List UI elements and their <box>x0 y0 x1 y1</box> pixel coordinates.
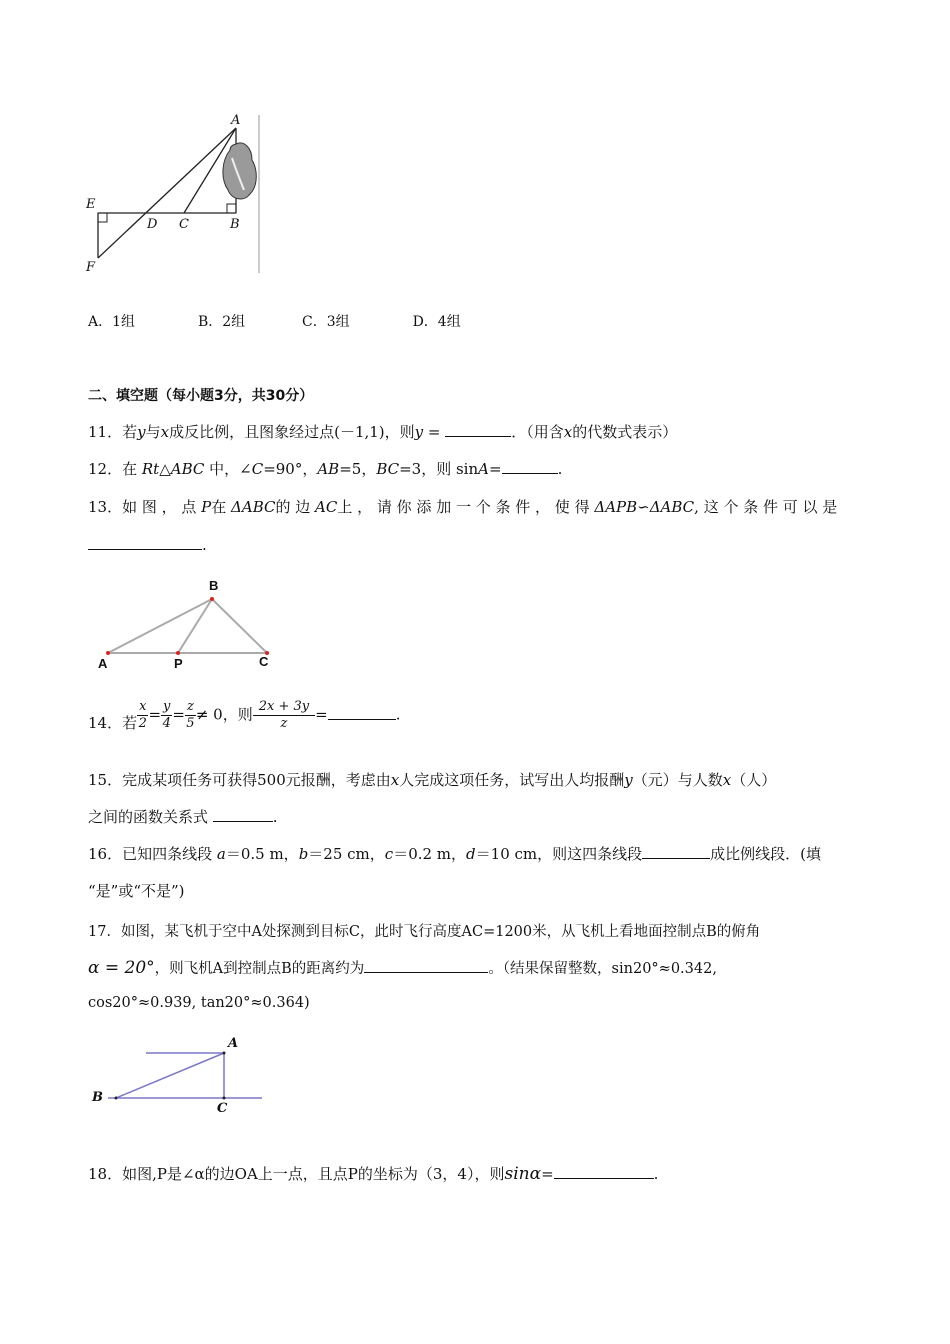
q15-text: （人） <box>731 771 777 789</box>
q14-text: 若 <box>122 714 138 732</box>
q13-number: 13． <box>88 498 123 516</box>
q14-fraction-expr: $\frac{2x + 3y}{z}$ <box>253 699 315 732</box>
q14-not-equal: ≠ 0 <box>195 705 223 724</box>
fig2-label-p: P <box>174 656 183 671</box>
q15-text: 完成某项任务可获得 <box>122 771 258 789</box>
q18-text: = <box>541 1165 554 1183</box>
option-c: C．3组 <box>302 314 350 330</box>
fig1-label-c: C <box>179 217 189 232</box>
q12-triangle: △ABC <box>159 460 205 478</box>
q18-text: 如图,P是∠α的边OA上一点，且点P的坐标为（3，4），则 <box>122 1165 505 1183</box>
q14-fraction-x2: $\frac{x}{2}$ <box>138 699 147 731</box>
q11-point: (－1,1) <box>334 423 385 441</box>
q13-similar: ΔAPB∽ΔABC <box>594 498 695 516</box>
q16-var: d <box>466 845 476 863</box>
q12-rt: Rt <box>141 460 160 478</box>
fig2-label-c: C <box>259 654 269 669</box>
q11-text: ，则 <box>384 423 415 441</box>
q14-text: ，则 <box>222 705 253 724</box>
q11-var-x: x <box>160 423 170 441</box>
q12-var: AB <box>317 460 340 478</box>
q13-var: AC <box>315 498 338 516</box>
q11-equals: = <box>423 423 446 441</box>
q18-text: . <box>653 1165 659 1183</box>
q15-var: x <box>390 771 400 789</box>
q11-text: 与 <box>145 423 161 441</box>
option-b: B．2组 <box>197 314 246 330</box>
q13-text: 上 ， 请 你 添 加 一 个 条 件 ， 使 得 <box>337 498 595 516</box>
q14-text: . <box>395 705 401 724</box>
q15-var: y <box>624 771 633 789</box>
fig3-label-b: B <box>92 1090 103 1105</box>
q16-text: 成比例线段．(填 <box>710 845 821 863</box>
q14-equals: = <box>172 705 185 724</box>
q18-number: 18． <box>88 1165 123 1183</box>
q12-text: = <box>489 460 502 478</box>
fig1-label-f: F <box>86 260 96 275</box>
fig1-label-a: A <box>231 113 241 128</box>
question-18 <box>88 1163 658 1184</box>
q11-text: ．（用含 <box>511 423 564 441</box>
q12-var: A <box>478 460 489 478</box>
q17-number: 17． <box>88 924 121 940</box>
q11-text: 若 <box>122 423 138 441</box>
section-2-title: 二、填空题（每小题3分，共30分） <box>88 388 314 404</box>
q11-var-y: y <box>414 423 424 441</box>
q12-text: =5， <box>339 460 377 478</box>
fig3-label-a: A <box>228 1036 239 1051</box>
q13-text: , 这 个 条 件 可 以 是 <box>694 498 838 516</box>
q12-text: =90°， <box>263 460 318 478</box>
q14-fraction-y4: $\frac{y}{4}$ <box>162 699 171 731</box>
q17-text: cos20°≈0.939, tan20°≈0.364) <box>88 995 310 1011</box>
q16-number: 16． <box>88 845 123 863</box>
q17-text: 。（结果保留整数，sin20°≈0.342, <box>488 961 717 977</box>
q14-fraction-z5: $\frac{z}{5}$ <box>186 699 195 731</box>
q15-amount: 500 <box>257 771 286 789</box>
q16-var: b <box>298 845 309 863</box>
q16-text: ＝10 cm，则这四条线段 <box>475 845 643 863</box>
q17-angle: α = 20° <box>88 958 155 978</box>
q18-sin: sinα <box>504 1164 542 1184</box>
q17-text: 如图，某飞机于空中A处探测到目标C，此时飞行高度AC=1200米，从飞机上看地面控制点B的俯角 <box>120 924 761 940</box>
q15-var: x <box>722 771 732 789</box>
q11-number: 11． <box>88 423 123 441</box>
q11-var-y: y <box>137 423 146 441</box>
q12-text: 中，∠ <box>204 460 252 478</box>
q15-text: 元报酬，考虑由 <box>285 771 391 789</box>
fig1-label-b: B <box>230 217 240 232</box>
q12-text: =3，则 sin <box>399 460 479 478</box>
q15-text: 人完成这项任务，试写出人均报酬 <box>399 771 625 789</box>
q12-number: 12． <box>88 460 123 478</box>
q11-text: 成反比例，且图象经过点 <box>169 423 335 441</box>
q14-equals: = <box>148 705 162 724</box>
q16-text: “是”或“不是”) <box>88 882 185 900</box>
option-d: D．4组 <box>412 314 461 330</box>
q16-text: ＝0.2 m， <box>393 845 467 863</box>
q13-text: 的 边 <box>275 498 316 516</box>
q12-var: BC <box>376 460 400 478</box>
q14-number: 14． <box>88 714 123 732</box>
q15-text: （元）与人数 <box>632 771 723 789</box>
fig1-label-e: E <box>86 197 96 212</box>
fig3-label-c: C <box>217 1101 228 1116</box>
q18-answer-blank[interactable] <box>554 1163 654 1179</box>
q15-text: . <box>272 808 278 826</box>
q12-var: C <box>251 460 264 478</box>
q16-text: ＝25 cm， <box>308 845 385 863</box>
q16-var: c <box>384 845 394 863</box>
q15-number: 15． <box>88 771 123 789</box>
q13-text: 如 图 ， 点 <box>122 498 202 516</box>
q12-text: 在 <box>122 460 142 478</box>
q13-text: 在 <box>211 498 232 516</box>
q14-equals: = <box>315 705 328 724</box>
q11-text: 的代数式表示） <box>572 423 678 441</box>
q16-text: 已知四条线段 <box>122 845 217 863</box>
q13-text: . <box>202 536 207 554</box>
q13-var: P <box>201 498 212 516</box>
q12-text: . <box>557 460 563 478</box>
fig2-label-b: B <box>209 578 219 593</box>
option-a: A．1组 <box>88 314 136 330</box>
q15-text: 之间的函数关系式 <box>88 808 209 826</box>
q13-triangle: ΔABC <box>231 498 276 516</box>
q17-text: ，则飞机A到控制点B的距离约为 <box>154 961 365 977</box>
q16-var: a <box>216 845 226 863</box>
q16-text: ＝0.5 m， <box>225 845 299 863</box>
q11-var-x: x <box>563 423 573 441</box>
fig2-label-a: A <box>98 656 108 671</box>
fig1-label-d: D <box>147 217 158 232</box>
